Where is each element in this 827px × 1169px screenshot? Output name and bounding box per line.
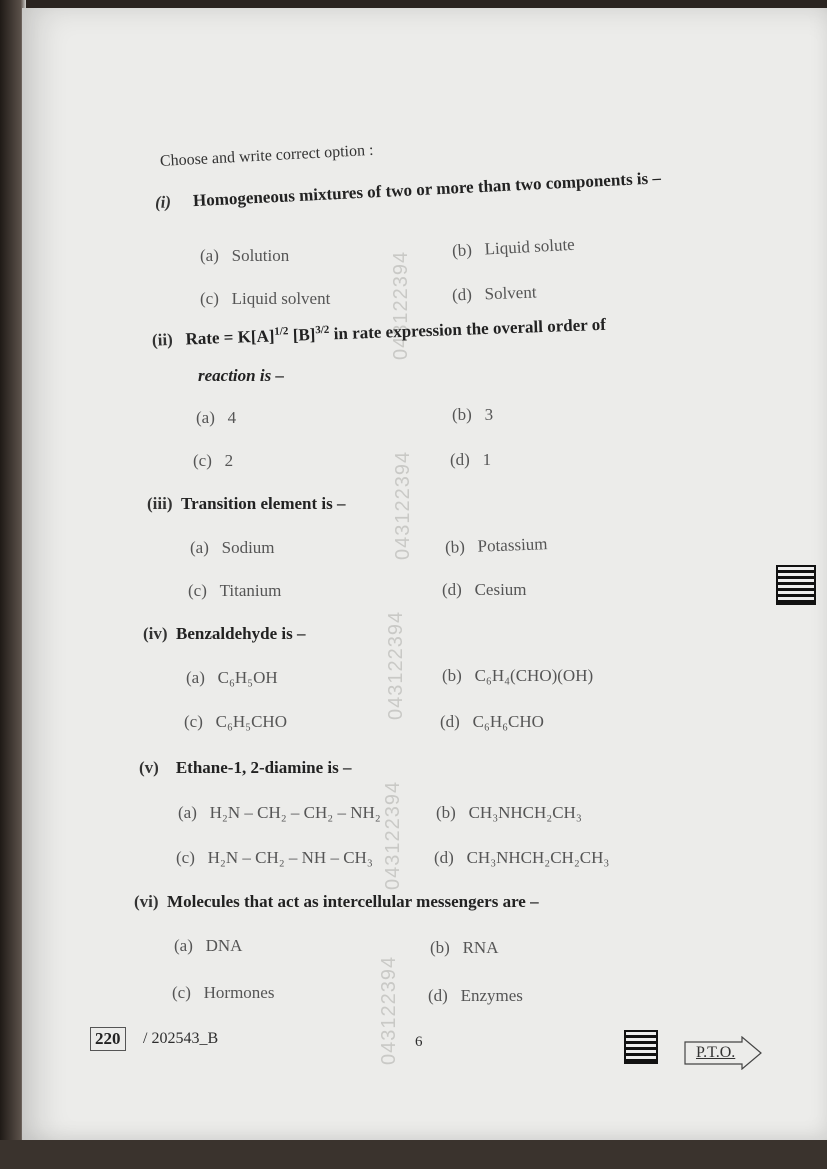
watermark: 043122394: [378, 955, 400, 1065]
option-text: CH₃NHCH₂CH₃: [468, 803, 582, 822]
option-d[interactable]: [452, 283, 537, 306]
watermark: 043122394: [385, 610, 407, 720]
option-d[interactable]: [434, 848, 609, 868]
question-number: (iv): [143, 624, 168, 643]
option-text: 2: [224, 451, 234, 470]
option-text: DNA: [205, 936, 243, 955]
pto-arrow: [684, 1036, 762, 1070]
option-label: (c): [176, 848, 195, 867]
page-bottom-shadow: [0, 1140, 827, 1169]
option-text: Solution: [231, 246, 290, 265]
option-b[interactable]: [430, 938, 498, 958]
option-label: (b): [444, 537, 466, 557]
option-text: Enzymes: [460, 986, 523, 1005]
option-a[interactable]: [190, 538, 275, 558]
option-text: CH₃NHCH₂CH₂CH₃: [466, 848, 610, 867]
question-text: Benzaldehyde is –: [176, 624, 306, 643]
exponent: 1/2: [274, 325, 289, 338]
option-a[interactable]: [174, 936, 242, 956]
question-number: (i): [154, 192, 172, 212]
option-label: (c): [188, 581, 207, 600]
option-label: (a): [174, 936, 193, 955]
option-d[interactable]: [450, 450, 491, 470]
question-text: Molecules that act as intercellular messengers are –: [167, 892, 539, 911]
option-a[interactable]: [186, 668, 278, 688]
option-c[interactable]: [172, 983, 274, 1003]
option-label: (c): [184, 712, 203, 731]
question-6-stem: [134, 892, 539, 912]
option-text: Sodium: [221, 538, 275, 557]
option-text: Hormones: [203, 983, 275, 1002]
option-label: (a): [200, 246, 219, 265]
option-label: (d): [434, 848, 454, 867]
option-label: (a): [196, 408, 215, 427]
option-label: (d): [440, 712, 460, 731]
option-text: Potassium: [477, 534, 548, 556]
question-text: [B]: [288, 324, 316, 345]
page-number: 6: [415, 1034, 423, 1050]
option-b[interactable]: [452, 405, 493, 425]
barcode-icon: [624, 1030, 658, 1064]
option-a[interactable]: [200, 246, 289, 266]
option-c[interactable]: [193, 451, 233, 471]
option-text: Liquid solvent: [231, 289, 331, 308]
option-text: Liquid solute: [484, 234, 576, 259]
option-label: (b): [442, 666, 462, 685]
instruction-text: Choose and write correct option :: [159, 141, 374, 170]
option-label: (b): [452, 405, 472, 424]
option-label: (b): [430, 938, 450, 957]
question-text: Transition element is –: [181, 494, 346, 513]
option-c[interactable]: [188, 581, 281, 601]
option-c[interactable]: [200, 289, 330, 309]
option-label: (b): [451, 240, 473, 261]
option-text: 1: [482, 450, 492, 469]
watermark: 043122394: [382, 780, 404, 890]
watermark: 043122394: [390, 250, 412, 360]
option-text: RNA: [462, 938, 499, 957]
option-b[interactable]: [442, 666, 593, 686]
option-c[interactable]: [184, 712, 287, 732]
option-d[interactable]: [440, 712, 544, 732]
option-label: (d): [442, 580, 462, 599]
option-label: (c): [200, 289, 219, 308]
option-label: (d): [451, 284, 473, 305]
option-d[interactable]: [442, 580, 527, 600]
option-label: (c): [172, 983, 191, 1002]
option-text: 4: [227, 408, 237, 427]
question-text: in rate expression the overall order of: [329, 314, 607, 344]
question-text: Rate = K[A]: [185, 326, 275, 349]
option-text: Titanium: [219, 581, 282, 600]
option-text: Solvent: [484, 282, 537, 304]
question-4-stem: [143, 624, 305, 644]
pto-label: P.T.O.: [696, 1044, 736, 1061]
question-text: Homogeneous mixtures of two or more than two components is –: [192, 168, 662, 211]
option-text: 3: [484, 405, 494, 424]
question-number: (vi): [134, 892, 159, 911]
paper-code-box: 220: [90, 1027, 126, 1051]
option-b[interactable]: [445, 534, 548, 558]
paper-code: / 202543_B: [143, 1030, 219, 1047]
option-label: (a): [178, 803, 197, 822]
question-3-stem: [147, 494, 345, 514]
option-c[interactable]: [176, 848, 373, 868]
exponent: 3/2: [315, 323, 330, 337]
option-text: C₆H₅OH: [217, 668, 278, 687]
option-b[interactable]: [436, 803, 582, 823]
option-text: C₆H₆CHO: [472, 712, 544, 731]
question-number: (iii): [147, 494, 173, 513]
option-text: C₆H₅CHO: [215, 712, 287, 731]
question-number: (ii): [151, 329, 174, 350]
watermark: 043122394: [392, 450, 414, 560]
question-number: (v): [139, 758, 159, 777]
question-5-stem: [139, 758, 352, 778]
option-label: (b): [436, 803, 456, 822]
option-a[interactable]: [178, 803, 381, 823]
option-text: H₂N – CH₂ – CH₂ – NH₂: [209, 803, 381, 822]
question-text: Ethane-1, 2-diamine is –: [175, 758, 352, 777]
option-label: (d): [450, 450, 470, 469]
option-label: (d): [428, 986, 448, 1005]
question-2-stem-line2: reaction is –: [198, 366, 284, 385]
option-label: (c): [193, 451, 212, 470]
option-label: (a): [190, 538, 209, 557]
qr-code-icon: [776, 565, 816, 605]
option-text: C₆H₄(CHO)(OH): [474, 666, 594, 685]
option-a[interactable]: [196, 408, 236, 428]
option-text: Cesium: [474, 580, 527, 599]
option-label: (a): [186, 668, 205, 687]
option-text: H₂N – CH₂ – NH – CH₃: [207, 848, 373, 867]
option-d[interactable]: [428, 986, 523, 1006]
